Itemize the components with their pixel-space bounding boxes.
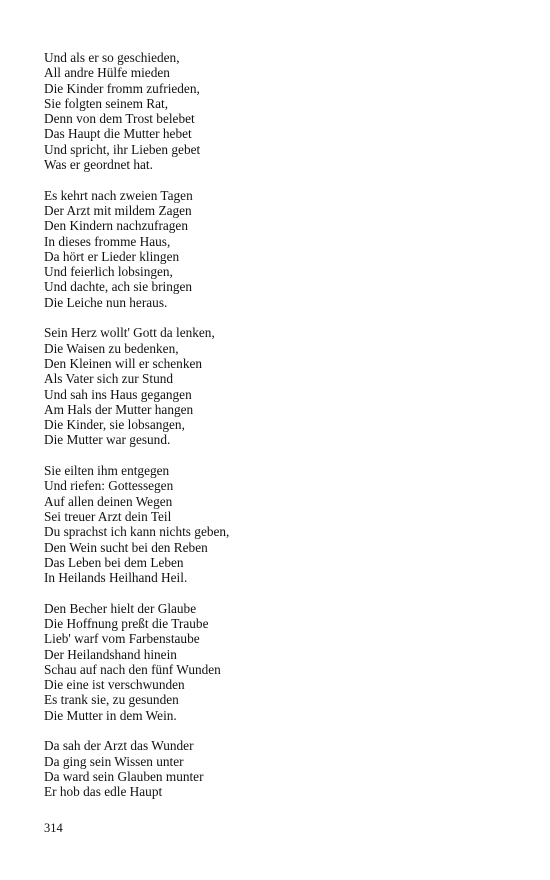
poem-line: Sei treuer Arzt dein Teil [44,508,172,524]
stanza-4 [44,463,504,585]
poem-line: Er hob das edle Haupt [44,784,163,800]
poem-line: Den Becher hielt der Glaube [44,600,197,616]
poem-line: Die eine ist verschwunden [44,677,185,693]
poem-line: Sein Herz wollt' Gott da lenken, [44,325,215,341]
poem-line: Die Leiche nun heraus. [44,294,168,310]
poem-line: Was er geordnet hat. [44,157,153,173]
poem-line: Und als er so geschieden, [44,50,180,65]
poem-line: Schau auf nach den fünf Wunden [44,661,221,677]
poem-line: Der Heilandshand hinein [44,646,177,662]
poem-text [44,50,504,815]
poem-line: Am Hals der Mutter hangen [44,401,194,417]
stanza-6 [44,738,504,799]
poem-line: Und feierlich lobsingen, [44,264,173,280]
poem-line: Das Leben bei dem Leben [44,554,184,570]
poem-line: Auf allen deinen Wegen [44,493,173,509]
poem-line: Es kehrt nach zweien Tagen [44,187,193,203]
poem-line: In Heilands Heilhand Heil. [44,570,188,586]
poem-line: Sie folgten seinem Rat, [44,95,169,111]
poem-line: Als Vater sich zur Stund [44,371,174,387]
page-number: 314 [44,821,63,835]
poem-line: Und dachte, ach sie bringen [44,279,193,295]
poem-line: Die Mutter war gesund. [44,432,171,448]
poem-line: Da sah der Arzt das Wunder [44,738,194,754]
stanza-5 [44,601,504,723]
poem-line: Lieb' warf vom Farbenstaube [44,631,200,647]
poem-line: All andre Hülfe mieden [44,65,170,81]
poem-line: Denn von dem Trost belebet [44,111,195,127]
poem-line: Und spricht, ihr Lieben gebet [44,141,201,157]
poem-line: Den Kleinen will er schenken [44,355,203,371]
poem-line: Der Arzt mit mildem Zagen [44,202,192,218]
poem-line: Die Kinder, sie lobsangen, [44,417,185,433]
poem-line: Du sprachst ich kann nichts geben, [44,524,230,540]
poem-line: Die Waisen zu bedenken, [44,340,179,356]
poem-line: Die Hoffnung preßt die Traube [44,615,209,631]
poem-line: In dieses fromme Haus, [44,233,171,249]
poem-line: Da ging sein Wissen unter [44,753,184,769]
poem-line: Den Kindern nachzufragen [44,218,188,234]
poem-line: Und riefen: Gottessegen [44,478,174,494]
poem-line: Sie eilten ihm entgegen [44,463,170,479]
poem-line: Das Haupt die Mutter hebet [44,126,192,142]
poem-line: Die Kinder fromm zufrieden, [44,80,200,96]
poem-line: Da hört er Lieder klingen [44,248,180,264]
poem-line: Da ward sein Glauben munter [44,768,204,784]
stanza-2 [44,188,504,310]
poem-line: Die Mutter in dem Wein. [44,707,177,723]
poem-line: Es trank sie, zu gesunden [44,692,179,708]
stanza-3 [44,325,504,447]
poem-line: Und sah ins Haus gegangen [44,386,192,402]
poem-line: Den Wein sucht bei den Reben [44,539,208,555]
stanza-1 [44,50,504,172]
